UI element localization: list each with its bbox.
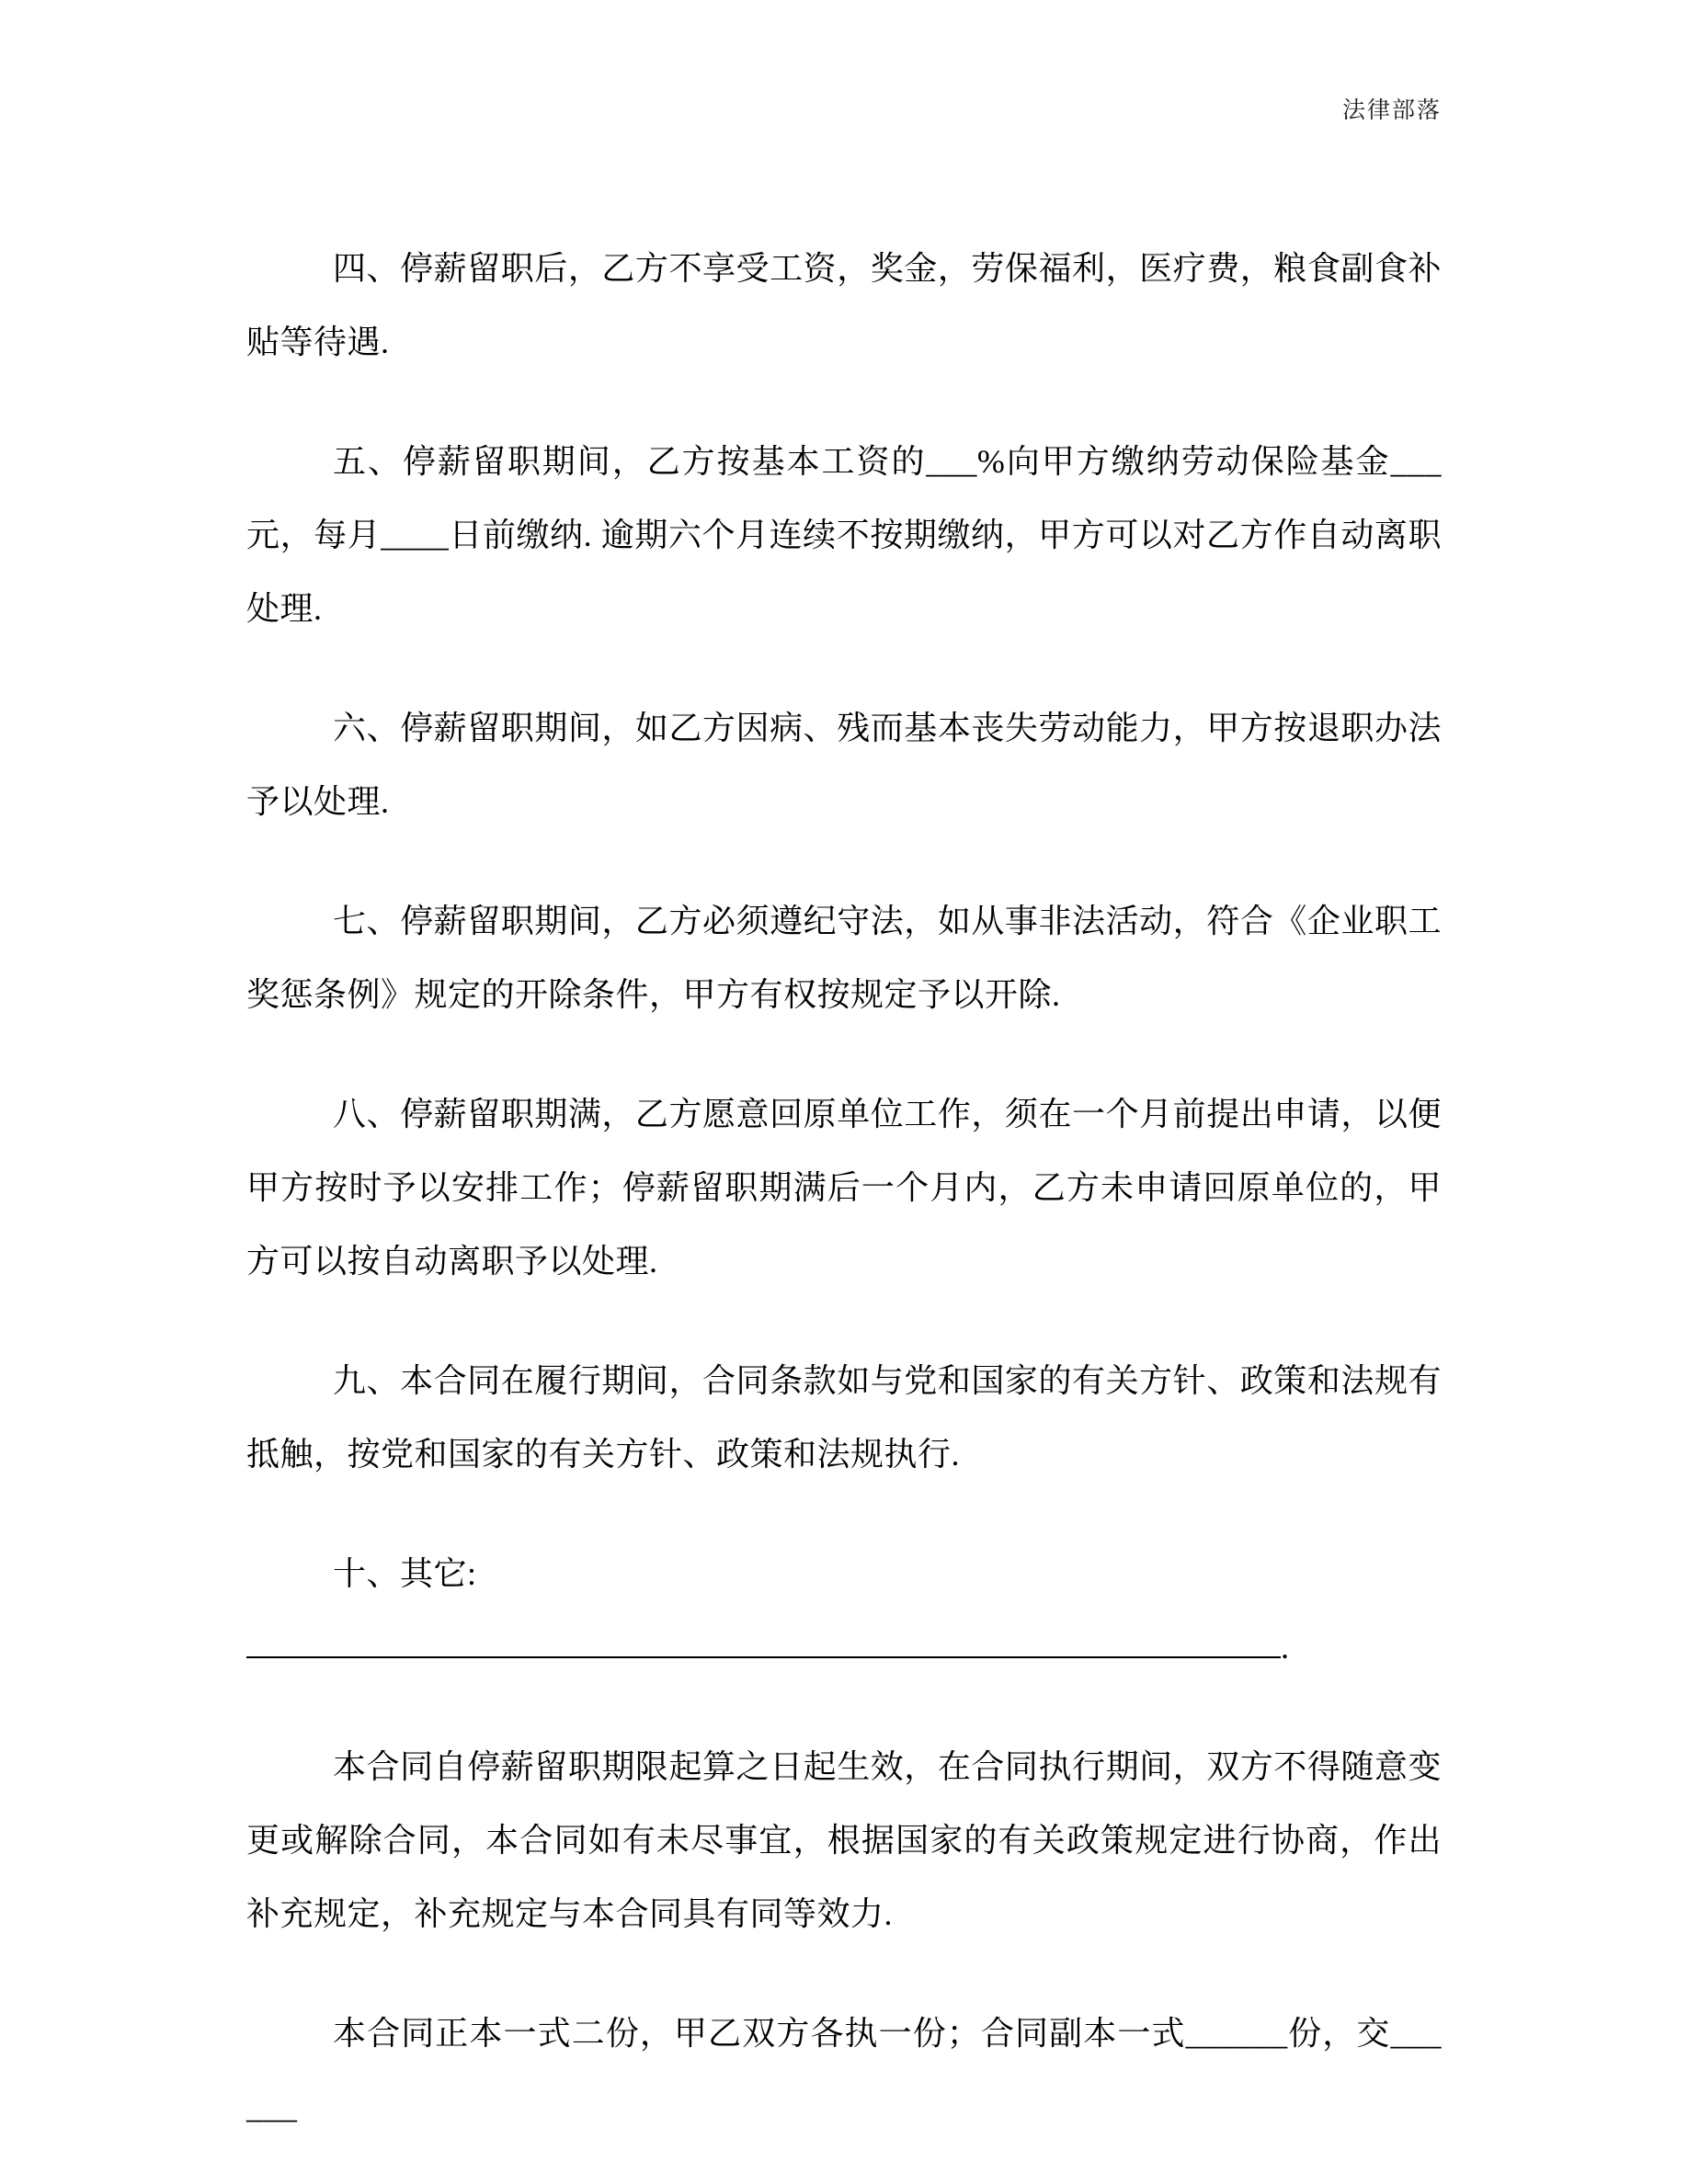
clause-9-paragraph: 九、本合同在履行期间，合同条款如与党和国家的有关方针、政策和法规有抵触，按党和国家的有关方针、政策和法规执行. [246, 1362, 1442, 1473]
clause-10-paragraph [246, 1537, 1442, 1684]
copies-paragraph: 本合同正本一式二份，甲乙双方各执一份；合同副本一式______份，交______ [246, 2015, 1442, 2125]
clause-7-paragraph: 七、停薪留职期间，乙方必须遵纪守法，如从事非法活动，符合《企业职工奖惩条例》规定的开除条件，甲方有权按规定予以开除. [246, 903, 1442, 1013]
clause-5-paragraph: 五、停薪留职期间，乙方按基本工资的___%向甲方缴纳劳动保险基金___元，每月____日前缴纳. 逾期六个月连续不按期缴纳，甲方可以对乙方作自动离职处理. [246, 443, 1442, 627]
clause-4-paragraph: 四、停薪留职后，乙方不享受工资，奖金，劳保福利，医疗费，粮食副食补贴等待遇. [246, 250, 1442, 360]
blank-fill-line [246, 1651, 1281, 1658]
blank-line-period: . [1281, 1629, 1290, 1666]
clause-10-label: 十、其它: [333, 1555, 477, 1592]
brand-watermark: 法律部落 [1341, 98, 1442, 123]
contract-body [246, 232, 1442, 2144]
clause-6-paragraph: 六、停薪留职期间，如乙方因病、残而基本丧失劳动能力，甲方按退职办法予以处理. [246, 710, 1442, 820]
effectiveness-paragraph: 本合同自停薪留职期限起算之日起生效，在合同执行期间，双方不得随意变更或解除合同，本合同如有未尽事宜，根据国家的有关政策规定进行协商，作出补充规定，补充规定与本合同具有同等效力. [246, 1748, 1442, 1932]
clause-8-paragraph: 八、停薪留职期满，乙方愿意回原单位工作，须在一个月前提出申请，以便甲方按时予以安排工作；停薪留职期满后一个月内，乙方未申请回原单位的，甲方可以按自动离职予以处理. [246, 1096, 1442, 1280]
